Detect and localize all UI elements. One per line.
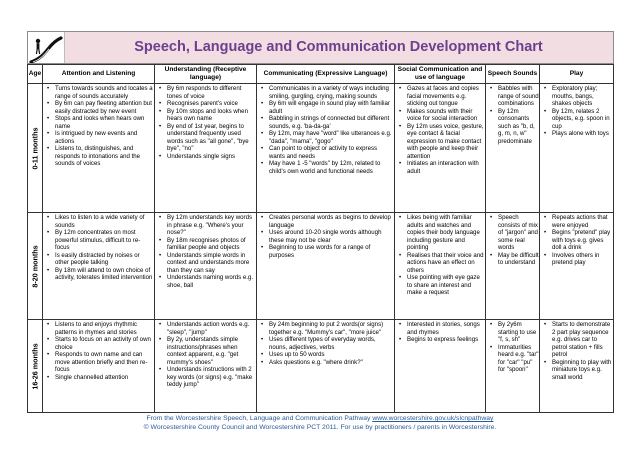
child-on-path-icon xyxy=(28,32,64,63)
bullet-list xyxy=(155,320,256,389)
list-item: • Plays alone with toys xyxy=(540,130,613,138)
list-item: • Understands single signs xyxy=(155,153,256,161)
bullet-list xyxy=(43,84,154,168)
communicating-cell xyxy=(256,83,395,213)
list-item: • Is easily distracted by noises or other people talking xyxy=(43,252,154,267)
bullet-list xyxy=(43,213,154,282)
development-table xyxy=(27,64,614,413)
list-item: • Turns towards sounds and locates a range of sounds accurately xyxy=(43,85,154,100)
list-item: • Is intrigued by new events and actions xyxy=(43,130,154,145)
list-item: • Understands instructions with 2 key words (or signs) e.g. "make teddy jump" xyxy=(155,366,256,389)
list-item: • Babbling in strings of connected but different sounds, e.g. 'ba-da-ga' xyxy=(257,115,394,130)
list-item: • Repeats actions that were enjoyed xyxy=(540,214,613,229)
attention-cell xyxy=(42,83,155,213)
list-item: • Single channelled attention xyxy=(43,374,154,382)
speech-cell xyxy=(485,212,540,320)
list-item: • Involves others in pretend play xyxy=(540,252,613,267)
list-item: • Makes sounds with their voice for social interaction xyxy=(395,108,485,123)
list-item: • By 12m understands key words in phrase e.g. "Where's your nose?" xyxy=(155,214,256,237)
understanding-cell xyxy=(154,212,257,320)
bullet-list xyxy=(486,213,539,267)
play-cell xyxy=(539,319,614,413)
list-item: • By 18m recognises photos of familiar people and objects xyxy=(155,237,256,252)
list-item: • Responds to own name and can move attention briefly and then re-focus xyxy=(43,351,154,374)
header-social: Social Communication and use of language xyxy=(394,64,486,84)
list-item: • Initiates an interaction with adult xyxy=(395,160,485,175)
bullet-list xyxy=(540,213,613,267)
footer-copyright: © Worcestershire County Council and Worcestershire PCT 2011. For use by practitioners / parents in Worcestershire. xyxy=(143,423,497,431)
communicating-cell xyxy=(256,212,395,320)
age-cell xyxy=(27,83,43,213)
logo xyxy=(28,32,65,63)
age-label: 8-20 months xyxy=(30,244,40,288)
pathway-link[interactable]: www.worcestershire.gov.uk/slcnpathway xyxy=(372,415,494,422)
bullet-list xyxy=(486,84,539,145)
title-banner xyxy=(27,31,614,64)
bullet-list xyxy=(257,320,394,366)
list-item: • Immaturities heard e.g. "tar" for "car" "pu" for "spoon" xyxy=(486,344,539,374)
bullet-list xyxy=(257,213,394,259)
header-attention: Attention and Listening xyxy=(42,64,155,84)
list-item: • Understands simple words in context and understands more than they can say xyxy=(155,252,256,275)
list-item: • Realises that their voice and actions have an effect on others xyxy=(395,252,485,275)
list-item: • Communicates in a variety of ways including smiling, gurgling, crying, making sounds xyxy=(257,85,394,100)
understanding-cell xyxy=(154,319,257,413)
bullet-list xyxy=(540,84,613,138)
attention-cell xyxy=(42,319,155,413)
list-item: • By 18m will attend to own choice of activity, tolerates limited intervention xyxy=(43,267,154,282)
list-item: • By 12m, may have "word" like utterances e.g. "dada", "mama", "gogo" xyxy=(257,130,394,145)
bullet-list xyxy=(395,213,485,297)
list-item: • May be difficult to understand xyxy=(486,252,539,267)
header-understanding: Understanding (Receptive language) xyxy=(154,64,257,84)
list-item: • Begins "pretend" play with toys e.g. gives doll a drink xyxy=(540,229,613,252)
list-item: • Babbles with range of sound combinations xyxy=(486,85,539,108)
play-cell xyxy=(539,212,614,320)
list-item: • Understands naming words e.g. shoe, ball xyxy=(155,274,256,289)
list-item: • Uses up to 50 words xyxy=(257,351,394,359)
list-item: • Listens to, distinguishes, and responds to intonations and the sounds of voices xyxy=(43,145,154,168)
list-item: • May have 1 -5 "words" by 12m, related to child's own world and functional needs xyxy=(257,160,394,175)
list-item: • By 12m uses voice, gesture, eye contact & facial expression to make contact with people and keep their attention xyxy=(395,123,485,161)
bullet-list xyxy=(395,84,485,175)
play-cell xyxy=(539,83,614,213)
list-item: • By 24m beginning to put 2 words(or signs) together e.g. "Mummy's car", "more juice" xyxy=(257,321,394,336)
footer-line-1 xyxy=(0,415,640,424)
bullet-list xyxy=(540,320,613,381)
list-item: • Starts to focus on an activity of own choice xyxy=(43,336,154,351)
list-item: • Uses different types of everyday words, nouns, adjectives, verbs xyxy=(257,336,394,351)
list-item: • Creates personal words as begins to develop language xyxy=(257,214,394,229)
bullet-list xyxy=(486,320,539,374)
list-item: • Recognises parent's voice xyxy=(155,100,256,108)
list-item: • By end of 1st year, begins to understand frequently used words such as "all gone", "bye bye", "no" xyxy=(155,123,256,153)
age-label: 16-26 months xyxy=(30,342,40,390)
age-cell xyxy=(27,212,43,320)
header-communicating: Communicating (Expressive Language) xyxy=(256,64,395,84)
communicating-cell xyxy=(256,319,395,413)
list-item: • Gazes at faces and copies facial movements e.g. sticking out tongue xyxy=(395,85,485,108)
list-item: • Exploratory play; mouths, bangs, shakes objects xyxy=(540,85,613,108)
age-cell xyxy=(27,319,43,413)
list-item: • By 12m, relates 2 objects, e.g. spoon in cup xyxy=(540,108,613,131)
list-item: • Starts to demonstrate 2 part play sequence e.g. drives car to petrol station + fills petrol xyxy=(540,321,613,359)
page-title: Speech, Language and Communication Development Chart xyxy=(134,39,543,55)
bullet-list xyxy=(257,84,394,175)
social-cell xyxy=(394,319,486,413)
social-cell xyxy=(394,212,486,320)
bullet-list xyxy=(43,320,154,381)
list-item: • By 6m can pay fleeting attention but easily distracted by new event xyxy=(43,100,154,115)
list-item: • By 6m responds to different tones of voice xyxy=(155,85,256,100)
list-item: • Uses around 10-20 single words although these may not be clear xyxy=(257,229,394,244)
header-speech: Speech Sounds xyxy=(485,64,540,84)
bullet-list xyxy=(155,84,256,160)
list-item: • By 2y, understands simple instructions/phrases when context apparent, e.g. "get mummy's shoes" xyxy=(155,336,256,366)
list-item: • Beginning to use words for a range of purposes xyxy=(257,244,394,259)
list-item: • Likes to listen to a wide variety of sounds xyxy=(43,214,154,229)
list-item: • Begins to express feelings xyxy=(395,336,485,344)
list-item: • Use pointing with eye gaze to share an interest and make a request xyxy=(395,274,485,297)
list-item: • Beginning to play with miniature toys e.g. small world xyxy=(540,359,613,382)
list-item: • Interested in stories, songs and rhymes xyxy=(395,321,485,336)
speech-cell xyxy=(485,319,540,413)
understanding-cell xyxy=(154,83,257,213)
list-item: • Listens to and enjoys rhythmic patterns in rhymes and stories xyxy=(43,321,154,336)
list-item: • By 10m stops and looks when hears own name xyxy=(155,108,256,123)
list-item: • Speech consists of mix of "jargon" and some real words xyxy=(486,214,539,252)
list-item: • Asks questions e.g. "where drink?" xyxy=(257,359,394,367)
list-item: • By 12m concentrates on most powerful stimulus, difficult to re-focus xyxy=(43,229,154,252)
speech-cell xyxy=(485,83,540,213)
bullet-list xyxy=(155,213,256,289)
social-cell xyxy=(394,83,486,213)
header-play: Play xyxy=(539,64,614,84)
list-item: • By 12m consonants such as "b, d, g, m, n, w" predominate xyxy=(486,108,539,146)
footer xyxy=(0,415,640,432)
list-item: • Likes being with familiar adults and watches and copies their body language including gesture and pointing xyxy=(395,214,485,252)
header-age: Age xyxy=(27,64,43,84)
bullet-list xyxy=(395,320,485,344)
list-item: • Stops and looks when hears own name xyxy=(43,115,154,130)
age-label: 0-11 months xyxy=(30,127,40,169)
list-item: • By 2y6m starting to use "f, s, sh" xyxy=(486,321,539,344)
footer-source-text: From the Worcestershire Speech, Language and Communication Pathway xyxy=(146,415,371,422)
list-item: • Can point to object or activity to express wants and needs xyxy=(257,145,394,160)
list-item: • By 6m will engage in sound play with familiar adult xyxy=(257,100,394,115)
list-item: • Understands action words e.g. "sleep", "jump" xyxy=(155,321,256,336)
attention-cell xyxy=(42,212,155,320)
